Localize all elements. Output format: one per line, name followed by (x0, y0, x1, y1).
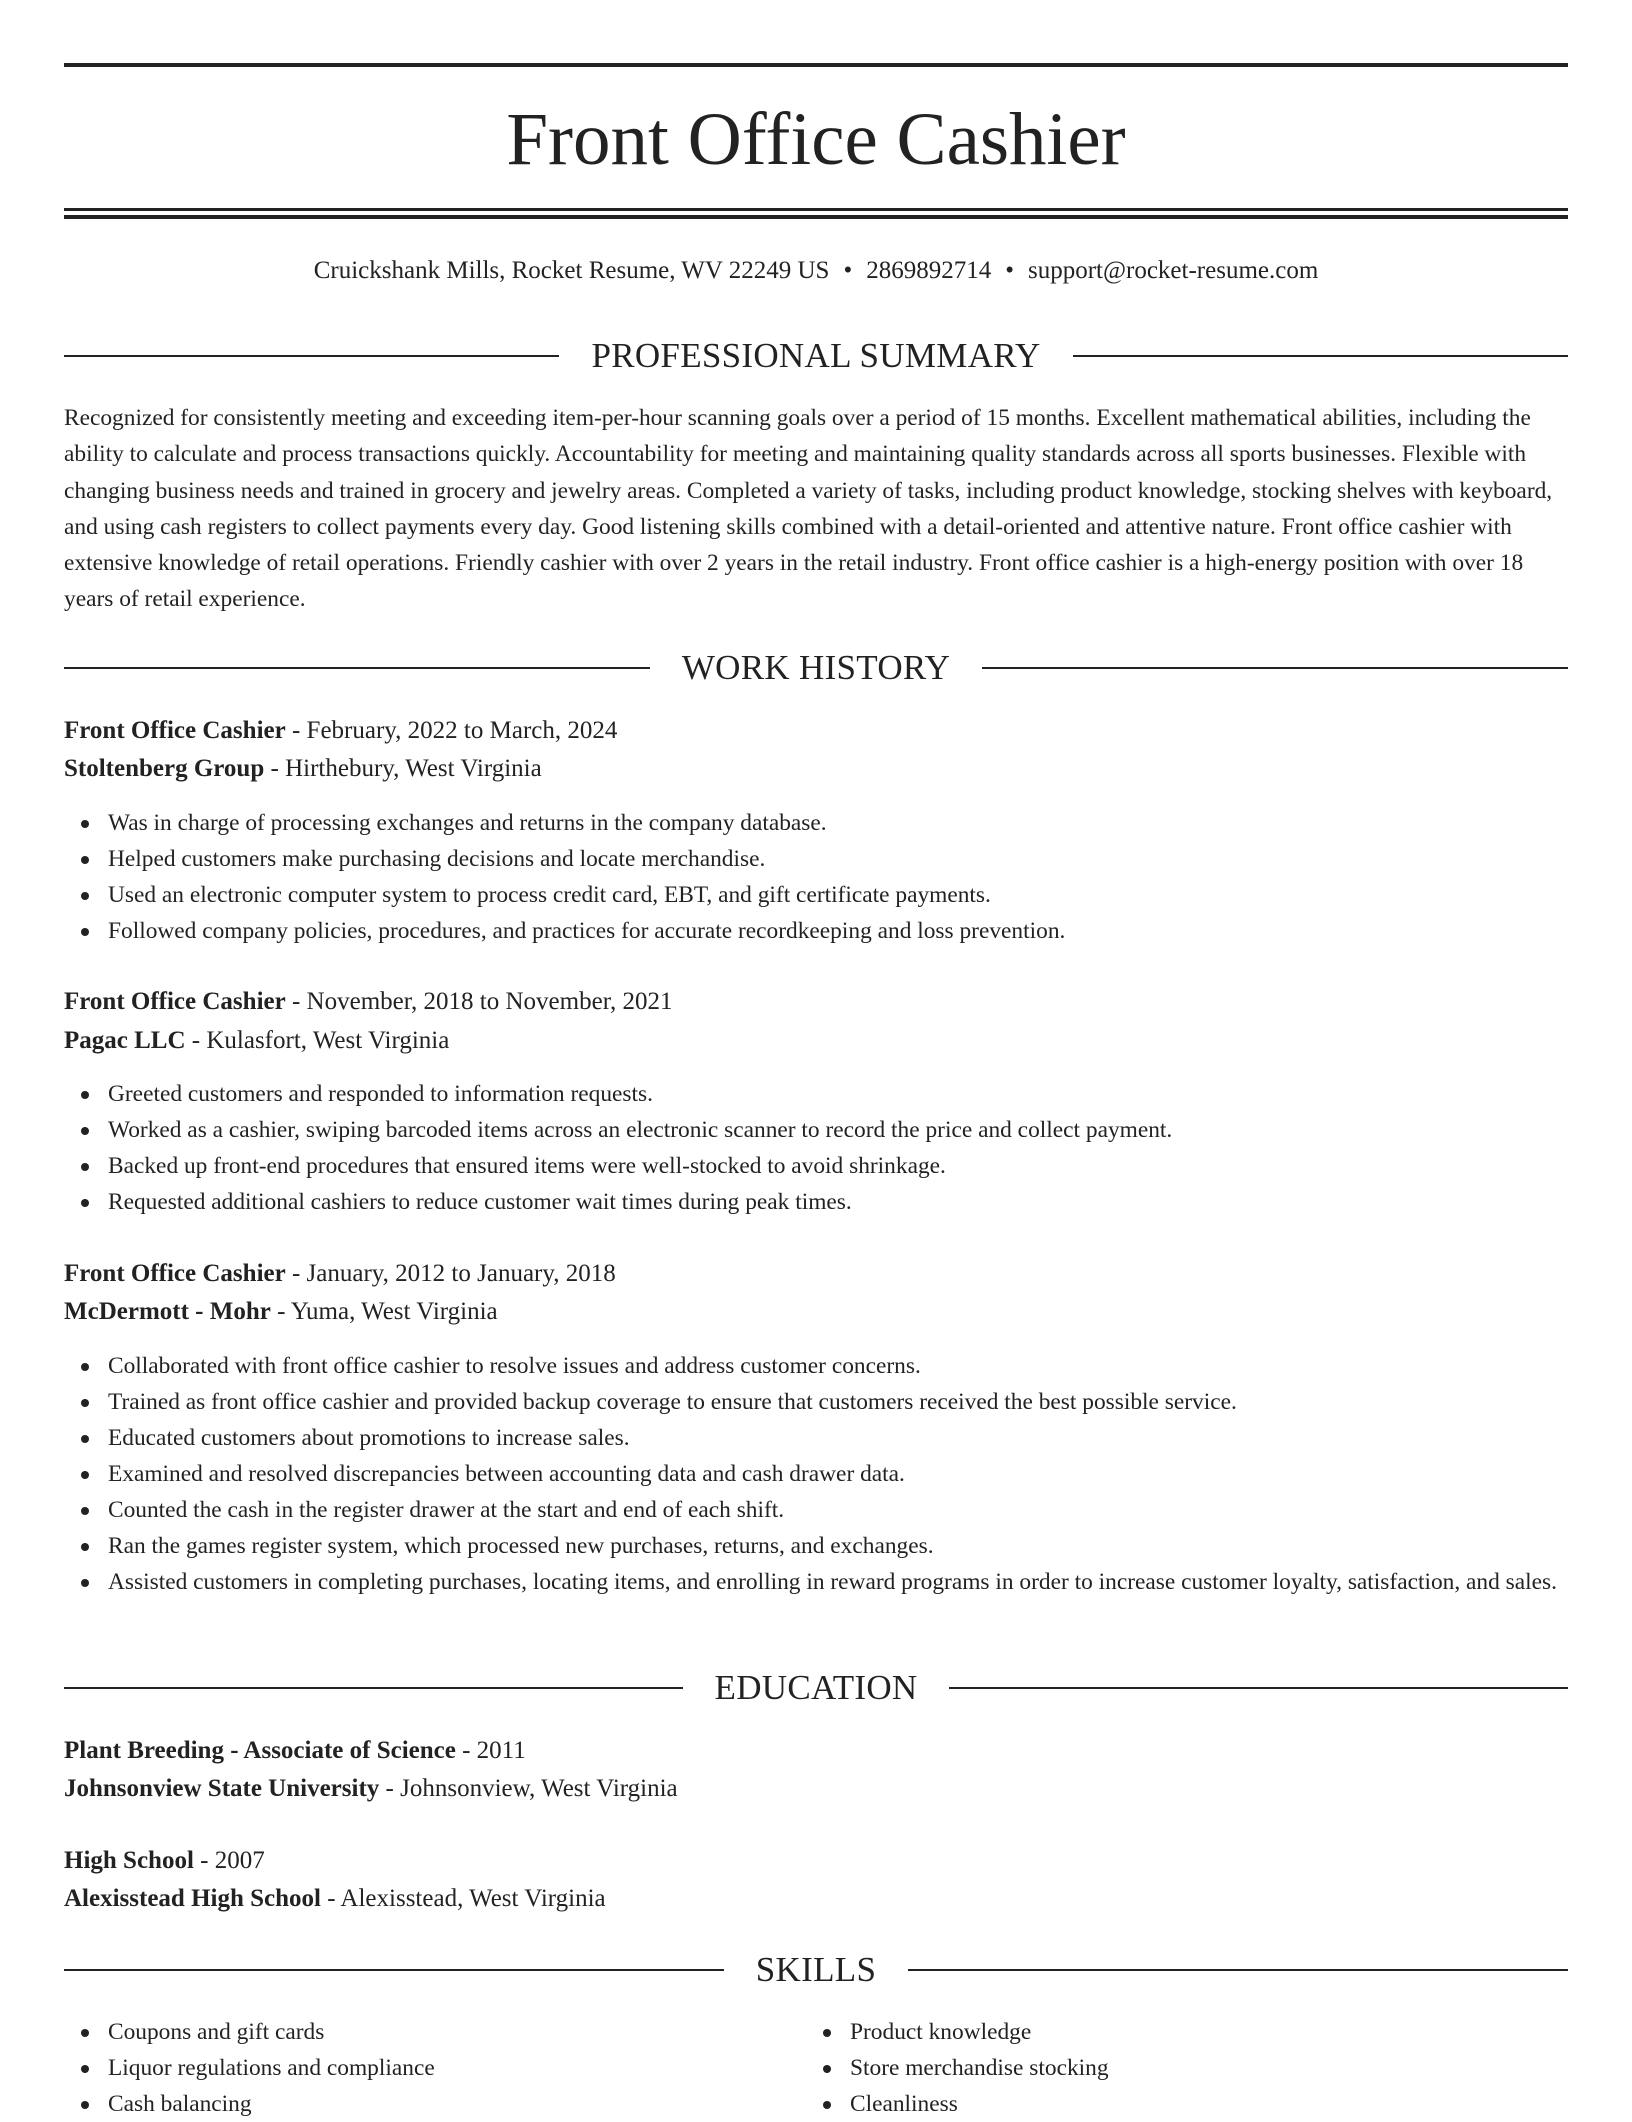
job-dates: - January, 2012 to January, 2018 (285, 1260, 616, 1287)
contact-separator: • (1005, 257, 1014, 284)
summary-text: Recognized for consistently meeting and exceeding item-per-hour scanning goals over a period of 15 months. Excellent mathematical abilities, including the ability to calculate and process transactions quickly. Accountability for meeting and maintaining quality standards across all sports businesses. Flexible with changing business needs and trained in grocery and jewelry areas. Completed a variety of tasks, including product knowledge, stocking shelves with keyboard, and using cash registers to collect payments every day. Good listening skills combined with a detail-oriented and attentive nature. Front office cashier with extensive knowledge of retail operations. Friendly cashier with over 2 years in the retail industry. Front office cashier is a high-energy position with over 18 years of retail experience. (64, 405, 1553, 613)
job-location: - Yuma, West Virginia (270, 1298, 498, 1325)
contact-email: support@rocket-resume.com (1027, 257, 1319, 284)
education-degree-line (64, 1732, 1568, 1770)
job-title-line (64, 983, 1568, 1021)
heading-rule-right (908, 1969, 1568, 1971)
job-title-line (64, 712, 1568, 750)
education-school: Alexisstead High School (64, 1885, 321, 1912)
job-location: - Kulasfort, West Virginia (185, 1027, 450, 1054)
heading-rule-left (64, 667, 650, 669)
section-heading-work-history (64, 648, 1568, 688)
education-school: Johnsonview State University (64, 1775, 380, 1802)
list-item: Backed up front-end procedures that ensured items were well-stocked to avoid shrinkage. (64, 1148, 1568, 1184)
job-title: Front Office Cashier (64, 717, 286, 744)
list-item: Worked as a cashier, swiping barcoded items across an electronic scanner to record the price and collect payment. (64, 1112, 1568, 1148)
section-title: SKILLS (755, 1950, 877, 1989)
header-top-rule (64, 63, 1568, 67)
education-location: - Alexisstead, West Virginia (320, 1885, 606, 1912)
skill-item: Product knowledge (806, 2014, 1632, 2050)
job-bullets (64, 1348, 1568, 1600)
header-bottom-rule-2 (64, 215, 1568, 219)
list-item: Counted the cash in the register drawer at the start and end of each shift. (64, 1492, 1568, 1528)
skill-item: Cleanliness (806, 2086, 1632, 2122)
job-dates: - November, 2018 to November, 2021 (285, 988, 673, 1015)
education-degree: High School (64, 1847, 194, 1874)
list-item: Greeted customers and responded to information requests. (64, 1076, 1568, 1112)
contact-line (64, 254, 1568, 288)
list-item: Helped customers make purchasing decisions and locate merchandise. (64, 841, 1568, 877)
section-heading-education (64, 1668, 1568, 1708)
section-heading-skills (64, 1950, 1568, 1990)
education-year: - 2007 (193, 1847, 265, 1874)
list-item: Used an electronic computer system to process credit card, EBT, and gift certificate payments. (64, 877, 1568, 913)
resume-title: Front Office Cashier (506, 98, 1126, 181)
education-location: - Johnsonview, West Virginia (379, 1775, 678, 1802)
job-company: McDermott - Mohr (64, 1298, 271, 1325)
list-item: Assisted customers in completing purchases, locating items, and enrolling in reward programs in order to increase customer loyalty, satisfaction, and sales. (64, 1564, 1568, 1600)
section-title: EDUCATION (714, 1668, 918, 1707)
heading-rule-left (64, 355, 559, 357)
list-item: Examined and resolved discrepancies between accounting data and cash drawer data. (64, 1456, 1568, 1492)
heading-rule-left (64, 1687, 683, 1689)
skill-item: Store merchandise stocking (806, 2050, 1632, 2086)
job-company: Stoltenberg Group (64, 755, 265, 782)
header-bottom-rule-1 (64, 208, 1568, 211)
skill-item: Cash balancing (64, 2086, 1568, 2122)
contact-address: Cruickshank Mills, Rocket Resume, WV 22249 US (313, 257, 830, 284)
job-bullets (64, 1076, 1568, 1220)
contact-separator: • (843, 257, 853, 284)
section-title: WORK HISTORY (681, 648, 951, 687)
section-title: PROFESSIONAL SUMMARY (591, 336, 1041, 375)
education-school-line (64, 1880, 1568, 1918)
job-title: Front Office Cashier (64, 988, 286, 1015)
list-item: Ran the games register system, which processed new purchases, returns, and exchanges. (64, 1528, 1568, 1564)
heading-rule-right (982, 667, 1568, 669)
job-company-line (64, 1293, 1568, 1331)
job-title-line (64, 1255, 1568, 1293)
job-title: Front Office Cashier (64, 1260, 286, 1287)
job-company-line (64, 750, 1568, 788)
list-item: Requested additional cashiers to reduce customer wait times during peak times. (64, 1184, 1568, 1220)
job-location: - Hirthebury, West Virginia (264, 755, 542, 782)
list-item: Educated customers about promotions to increase sales. (64, 1420, 1568, 1456)
list-item: Trained as front office cashier and provided backup coverage to ensure that customers received the best possible service. (64, 1384, 1568, 1420)
education-degree-line (64, 1842, 1568, 1880)
list-item: Followed company policies, procedures, and practices for accurate recordkeeping and loss prevention. (64, 913, 1568, 949)
job-company: Pagac LLC (64, 1027, 186, 1054)
job-bullets (64, 805, 1568, 949)
skill-item: Liquor regulations and compliance (64, 2050, 1568, 2086)
skill-item: Coupons and gift cards (64, 2014, 1568, 2050)
heading-rule-right (949, 1687, 1568, 1689)
job-company-line (64, 1022, 1568, 1060)
contact-phone: 2869892714 (866, 257, 992, 284)
heading-rule-right (1073, 355, 1568, 357)
skills-list-right (806, 2014, 1632, 2122)
education-degree: Plant Breeding - Associate of Science (64, 1737, 456, 1764)
list-item: Was in charge of processing exchanges and returns in the company database. (64, 805, 1568, 841)
section-heading-summary (64, 336, 1568, 376)
job-dates: - February, 2022 to March, 2024 (285, 717, 618, 744)
education-year: - 2011 (455, 1737, 526, 1764)
heading-rule-left (64, 1969, 724, 1971)
education-school-line (64, 1770, 1568, 1808)
list-item: Collaborated with front office cashier to resolve issues and address customer concerns. (64, 1348, 1568, 1384)
